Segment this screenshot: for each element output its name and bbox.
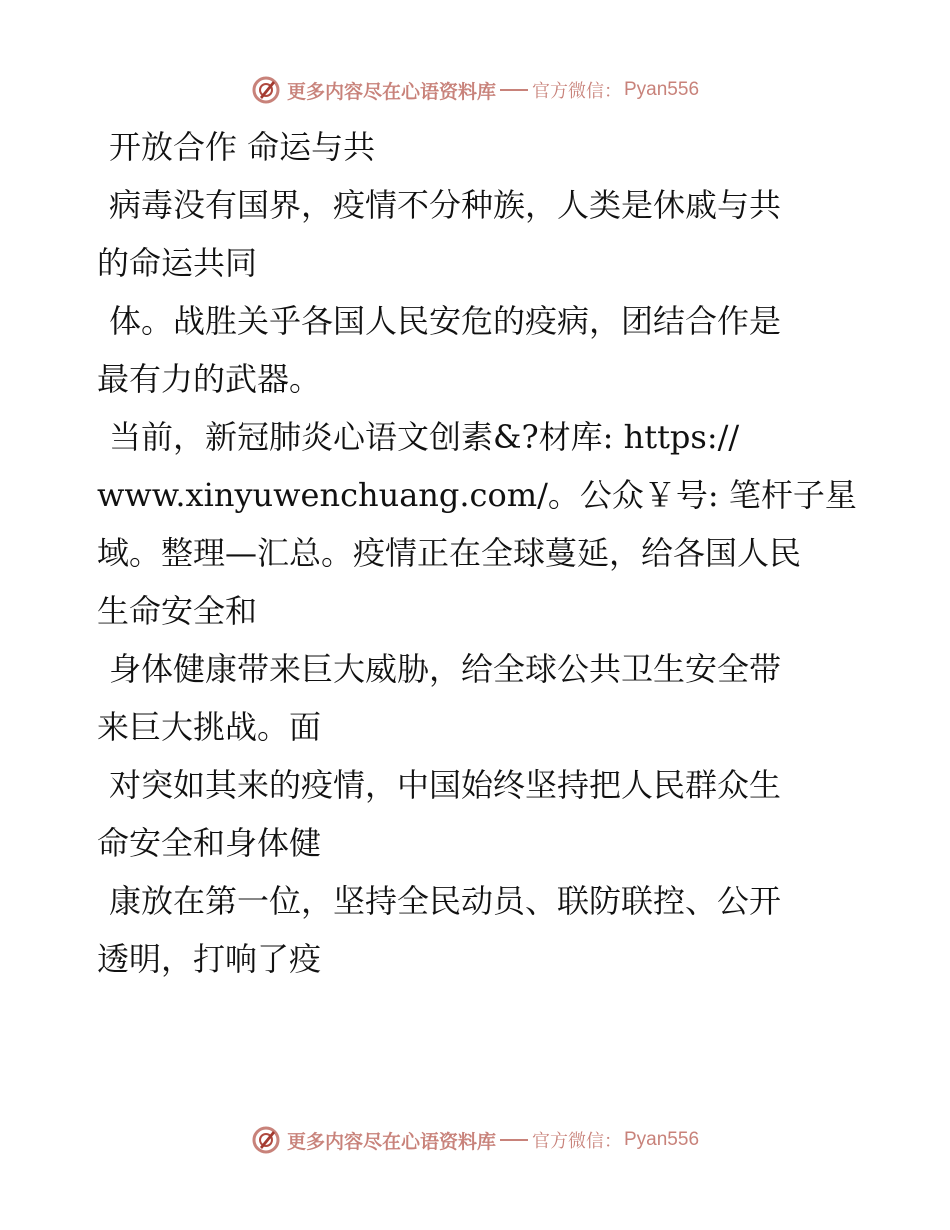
paragraph bbox=[97, 408, 857, 640]
watermark-brand: 更多内容尽在心语资料库 bbox=[286, 1130, 496, 1153]
paragraph bbox=[97, 118, 857, 176]
paragraph bbox=[97, 176, 857, 292]
watermark-dash bbox=[500, 1139, 528, 1141]
text-line: 身体健康带来巨大威胁，给全球公共卫生安全带 bbox=[109, 650, 782, 688]
header-watermark bbox=[0, 70, 950, 110]
paragraph bbox=[97, 640, 857, 756]
paragraph bbox=[97, 292, 857, 408]
text-line: 体。战胜关乎各国人民安危的疫病，团结合作是 bbox=[109, 302, 782, 340]
text-line: 开放合作 命运与共 bbox=[109, 128, 376, 166]
paragraph bbox=[97, 872, 857, 988]
watermark-wechat-id: Pyan556 bbox=[624, 1129, 700, 1150]
text-line: 病毒没有国界，疫情不分种族，人类是休戚与共 bbox=[109, 186, 782, 224]
pen-logo-icon bbox=[251, 1125, 281, 1155]
watermark-wechat-label: 官方微信： bbox=[532, 1131, 622, 1152]
watermark-wechat-label: 官方微信： bbox=[532, 81, 622, 102]
text-line: 域。整理—汇总。疫情正在全球蔓延，给各国人民 bbox=[97, 534, 802, 572]
watermark-dash bbox=[500, 89, 528, 91]
watermark-wechat-id: Pyan556 bbox=[624, 79, 700, 100]
text-line: 当前，新冠肺炎心语文创素&?材库: https:// bbox=[109, 418, 740, 456]
text-line: 来巨大挑战。面 bbox=[97, 708, 322, 746]
watermark-brand: 更多内容尽在心语资料库 bbox=[286, 80, 496, 103]
footer-watermark bbox=[0, 1120, 950, 1160]
text-line: 生命安全和 bbox=[97, 592, 258, 630]
text-line: 康放在第一位，坚持全民动员、联防联控、公开 bbox=[109, 882, 782, 920]
text-line: 最有力的武器。 bbox=[97, 360, 322, 398]
text-line: www.xinyuwenchuang.com/。公众￥号: 笔杆子星 bbox=[97, 476, 857, 514]
text-line: 命安全和身体健 bbox=[97, 824, 322, 862]
paragraph bbox=[97, 756, 857, 872]
pen-logo-icon bbox=[251, 75, 281, 105]
text-line: 的命运共同 bbox=[97, 244, 258, 282]
text-line: 透明，打响了疫 bbox=[97, 940, 322, 978]
text-line: 对突如其来的疫情，中国始终坚持把人民群众生 bbox=[109, 766, 782, 804]
document-body bbox=[97, 118, 857, 988]
